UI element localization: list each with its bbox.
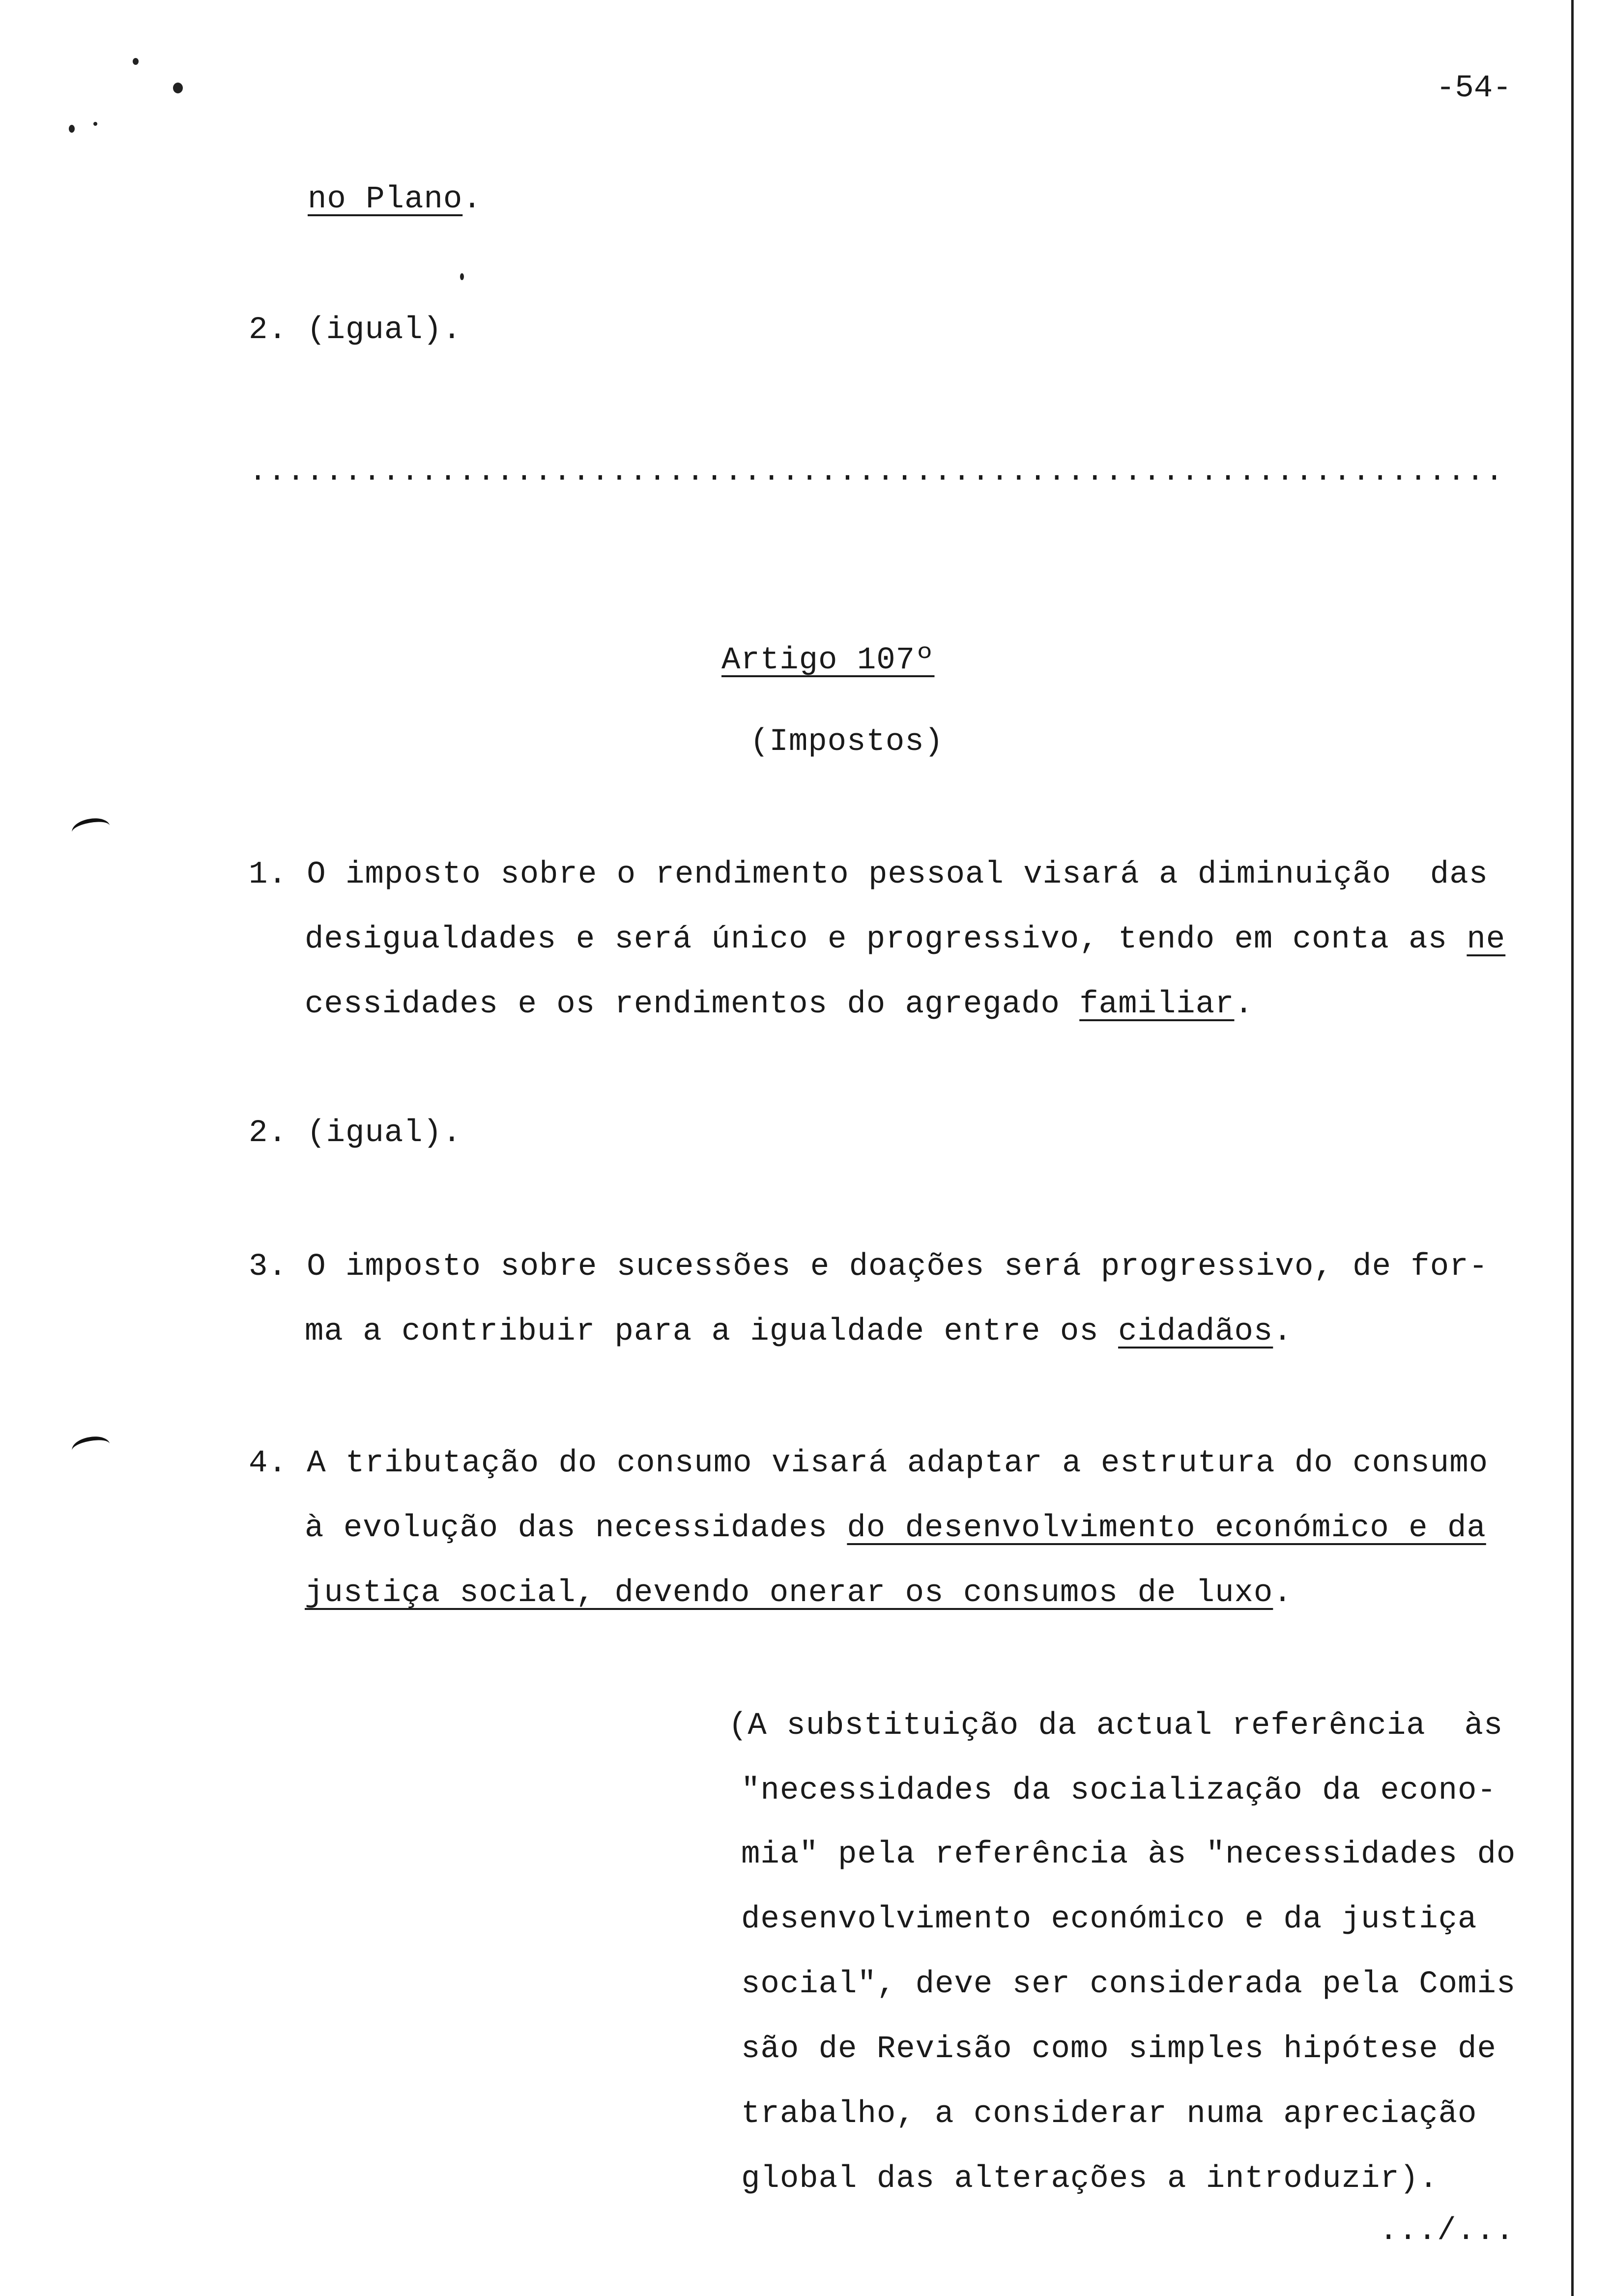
dotted-separator: ..................................................................	[249, 454, 1504, 489]
note-line-1: (A substituição da actual referência às	[728, 1708, 1503, 1744]
continuation-marker: .../...	[1379, 2213, 1515, 2249]
margin-bracket-mark	[70, 1434, 112, 1461]
note-line-2: "necessidades da socialização da econo-	[741, 1773, 1497, 1808]
item-2: 2. (igual).	[249, 1116, 462, 1151]
item-4-line-3: justiça social, devendo onerar os consumos de luxo.	[305, 1576, 1293, 1611]
note-line-8: global das alterações a introduzir).	[741, 2161, 1439, 2197]
article-title: Artigo 107º	[721, 643, 935, 678]
scan-speck	[173, 83, 183, 93]
scan-speck	[69, 125, 75, 133]
scan-speck	[133, 58, 139, 65]
item-3-line-1: 3. O imposto sobre sucessões e doações será progressivo, de for-	[249, 1249, 1488, 1285]
item-4-line-1: 4. A tributação do consumo visará adaptar a estrutura do consumo	[249, 1446, 1488, 1481]
margin-bracket-mark	[70, 816, 112, 843]
note-line-7: trabalho, a considerar numa apreciação	[741, 2096, 1477, 2132]
article-subtitle: (Impostos)	[750, 724, 944, 760]
note-line-4: desenvolvimento económico e da justiça	[741, 1902, 1477, 1937]
page-number: -54-	[1436, 71, 1512, 106]
item-1-line-3: cessidades e os rendimentos do agregado familiar.	[305, 987, 1254, 1022]
item-2-top: 2. (igual).	[249, 313, 462, 348]
item-1-line-2: desigualdades e será único e progressivo, tendo em conta as ne	[305, 922, 1506, 957]
note-line-5: social", deve ser considerada pela Comis	[741, 1967, 1516, 2002]
page-edge-line	[1571, 0, 1574, 2296]
item-3-line-2: ma a contribuir para a igualdade entre os cidadãos.	[305, 1314, 1293, 1349]
item-4-line-2: à evolução das necessidades do desenvolvimento económico e da	[305, 1511, 1486, 1546]
item-1-line-1: 1. O imposto sobre o rendimento pessoal visará a diminuição das	[249, 857, 1488, 892]
note-line-6: são de Revisão como simples hipótese de	[741, 2032, 1497, 2067]
scan-speck	[460, 273, 464, 280]
underlined-text: no Plano	[308, 182, 463, 217]
scan-speck	[93, 122, 97, 126]
continuation-line: no Plano.	[308, 182, 482, 217]
note-line-3: mia" pela referência às "necessidades do	[741, 1837, 1516, 1872]
